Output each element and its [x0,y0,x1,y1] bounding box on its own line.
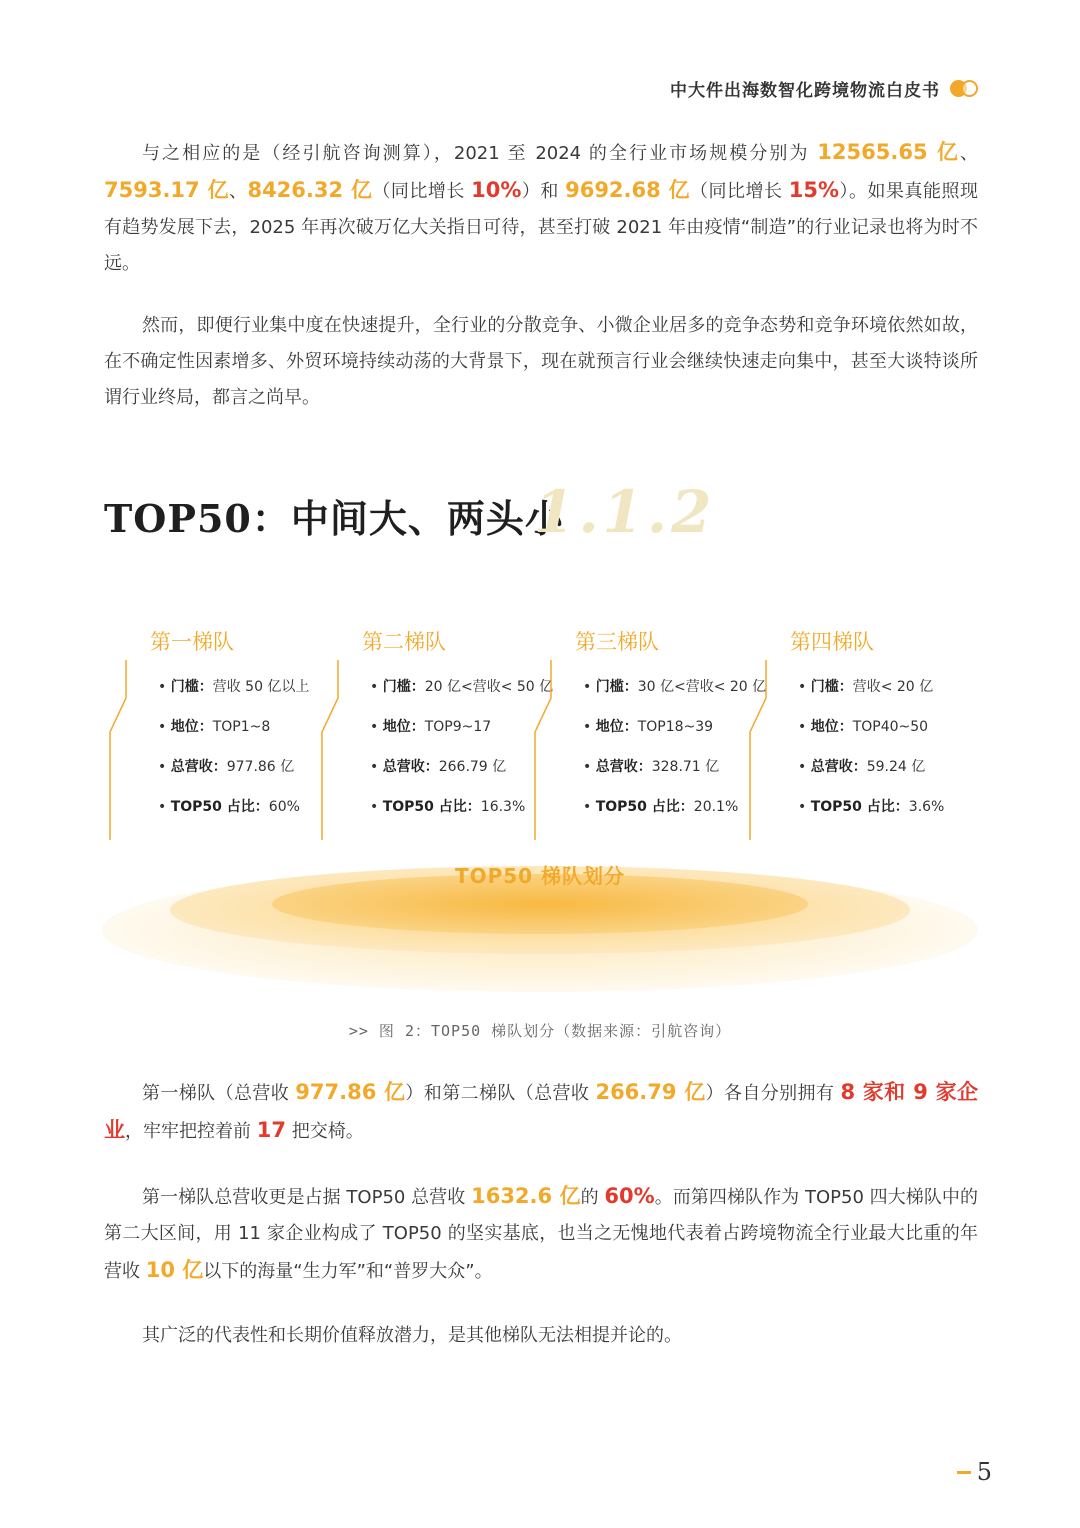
highlight-text: 10% [471,178,522,202]
highlight-text: 266.79 亿 [595,1080,706,1104]
tier-row [370,756,506,776]
highlight-text: 8 家和 9 家企业 [104,1080,978,1142]
figure-caption: >> 图 2：TOP50 梯队划分（数据来源：引航咨询） [348,1022,732,1040]
bullet-icon: • [370,759,383,775]
highlight-text: 12565.65 亿 [817,140,960,164]
body-text: ）各自分别拥有 [705,1083,841,1104]
tier-bracket [108,660,132,840]
tier-row [158,796,300,816]
tier-row-label: 总营收： [170,759,227,775]
paragraph-concentration [104,308,978,416]
tier-row [798,796,944,816]
tier-row-label: TOP50 占比： [382,799,481,815]
tier-row-label: TOP50 占比： [595,799,694,815]
tier-row-value: 60% [268,799,300,815]
bullet-icon: • [583,759,596,775]
tier-row-value: TOP18~39 [637,719,714,735]
bullet-icon: • [158,679,171,695]
body-text: 的 [580,1187,605,1208]
highlight-text: 17 [256,1118,286,1142]
highlight-text: 1632.6 亿 [471,1184,581,1208]
figure-title: TOP50 梯队划分 [454,864,626,888]
tier-row-label: 地位： [810,719,853,735]
tier-row-value: 营收 50 亿以上 [212,679,310,695]
bullet-icon: • [798,799,811,815]
paragraph-summary [104,1318,978,1354]
bullet-icon: • [798,759,811,775]
tier-row-label: 总营收： [810,759,867,775]
tier-fourth [748,622,960,840]
header-title: 中大件出海数智化跨境物流白皮书 [670,81,940,101]
tier-bracket [320,660,344,840]
body-text: 把交椅。 [285,1121,364,1142]
tier-name: 第三梯队 [575,630,659,654]
tier-row-value: 3.6% [908,799,945,815]
body-text: 、 [959,143,978,164]
tier-row [798,676,933,696]
tier-row-label: 地位： [382,719,425,735]
body-text: （同比增长 [690,181,789,202]
tier-row-value: 266.79 亿 [438,759,507,775]
tier-third [533,622,767,840]
tier-row [370,676,553,696]
highlight-text: 10 亿 [145,1258,204,1282]
tier-row-value: 20.1% [693,799,739,815]
bullet-icon: • [158,759,171,775]
tier-row [158,716,270,736]
bullet-icon: • [583,799,596,815]
tier-second [320,622,554,840]
tier-row-label: 地位： [595,719,638,735]
tier-name: 第四梯队 [790,630,874,654]
tier-row-label: 门槛： [810,679,853,695]
tier-row-label: 门槛： [595,679,638,695]
bullet-icon: • [798,719,811,735]
tier-row-label: 总营收： [382,759,439,775]
body-text: ，牢牢把控着前 [125,1121,257,1142]
bullet-icon: • [370,799,383,815]
page-number-value: 5 [976,1458,992,1486]
tier-row-value: 30 亿<营收< 20 亿 [637,679,767,695]
bullet-icon: • [370,679,383,695]
section-title: TOP50：中间大、两头小 [104,496,564,541]
tier-row-label: 地位： [170,719,213,735]
tier-row-value: 20 亿<营收< 50 亿 [424,679,554,695]
highlight-text: 7593.17 亿 [104,178,229,202]
highlight-text: 8426.32 亿 [247,178,373,202]
bullet-icon: • [370,719,383,735]
paragraph-market-size [104,134,978,282]
bullet-icon: • [158,799,171,815]
tier-row-value: 营收< 20 亿 [852,679,934,695]
page-dash [957,1471,971,1474]
body-text: 然而，即便行业集中度在快速提升，全行业的分散竞争、小微企业居多的竞争态势和竞争环境依然如故，在不确定性因素增多、外贸环境持续动荡的大背景下，现在就预言行业会继续快速走向集中，甚至大谈特谈所谓行业终局，都言之尚早。 [104,315,978,408]
highlight-text: 9692.68 亿 [565,178,691,202]
body-text: ）和第二梯队（总营收 [405,1083,596,1104]
tier-row-label: TOP50 占比： [170,799,269,815]
bullet-icon: • [158,719,171,735]
tier-row-value: TOP9~17 [424,719,492,735]
body-text: 第一梯队总营收更是占据 TOP50 总营收 [142,1187,472,1208]
brand-logo-icon [950,79,980,99]
tier-bracket [533,660,557,840]
tier-bracket [748,660,772,840]
section-heading [104,478,804,558]
tier-row [583,756,719,776]
body-text: ）和 [521,181,566,202]
tier-row-label: 门槛： [382,679,425,695]
tier-row [370,716,491,736]
body-text: 其广泛的代表性和长期价值释放潜力，是其他梯队无法相提并论的。 [142,1325,682,1346]
tier-name: 第一梯队 [150,630,234,654]
bullet-icon: • [583,679,596,695]
tier-row-value: TOP40~50 [852,719,929,735]
body-text: （同比增长 [372,181,472,202]
tier-row [583,676,766,696]
tier-row-label: 总营收： [595,759,652,775]
body-text: 以下的海量“生力军”和“普罗大众”。 [203,1261,493,1282]
highlight-text: 60% [604,1184,655,1208]
page-number [957,1458,992,1486]
section-number: 1.1.2 [534,478,716,546]
bullet-icon: • [583,719,596,735]
body-text: 第一梯队（总营收 [142,1083,296,1104]
tier-row [798,716,928,736]
tier-name: 第二梯队 [362,630,446,654]
tier-row [583,796,738,816]
tier-row-value: TOP1~8 [212,719,271,735]
paragraph-top-tiers [104,1074,978,1150]
highlight-text: 15% [788,178,840,202]
tier-row [158,756,294,776]
tier-row [158,676,309,696]
body-text: ）。如果真能照现有趋势发展下去，2025 年再次破万亿大关指日可待，甚至打破 2021 年由疫情“制造”的行业记录也将为时不远。 [104,181,978,274]
highlight-text: 977.86 亿 [295,1080,406,1104]
body-text: 、 [228,181,248,202]
tier-row [798,756,925,776]
tier-row-label: 门槛： [170,679,213,695]
page-header [670,76,980,101]
tier-first [108,622,320,840]
tier-row-label: TOP50 占比： [810,799,909,815]
body-text: 与之相应的是（经引航咨询测算），2021 至 2024 的全行业市场规模分别为 [142,143,818,164]
tier-row [583,716,713,736]
body-text: 。而第四梯队作为 TOP50 四大梯队中的第二大区间，用 11 家企业构成了 TOP50 的坚实基底，也当之无愧地代表着占跨境物流全行业最大比重的年营收 [104,1187,978,1282]
tier-row-value: 59.24 亿 [866,759,926,775]
tier-row-value: 16.3% [480,799,526,815]
tier-row [370,796,525,816]
tier-row-value: 977.86 亿 [226,759,295,775]
paragraph-fourth-tier [104,1178,978,1290]
bullet-icon: • [798,679,811,695]
tier-row-value: 328.71 亿 [651,759,720,775]
